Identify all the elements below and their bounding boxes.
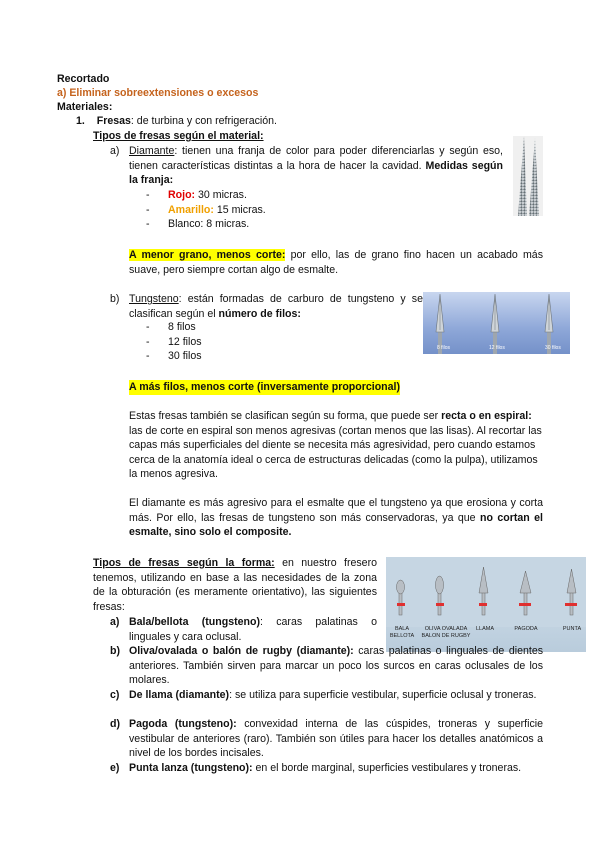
size-list (146, 188, 266, 232)
para2-bold: no cortan el esmalte, sino solo el composite. (129, 511, 543, 539)
forma-item-pagoda: Pagoda (tungsteno): convexidad interna de las cúspides, troneras y superficie vestibular de anteriores (raro). También son útiles para hacer los detalles anatómicos a nivel de los bordes incisales. (129, 718, 543, 760)
para1-text-c: las de corte en espiral son menos agresivas (cortan menos que las lisas). Al recortar las capas más superficiales del diente se necesita más agresividad, pero cuando estamos cerca de la anatomía ideal o cerca de estructuras delicadas (como la pulpa), utilizamos la menos agresiva. (129, 424, 542, 481)
tungsten-label-8: 8 filos (437, 345, 451, 351)
filos-list (146, 320, 202, 364)
diamante-marker: a) (110, 145, 120, 157)
shape-label-pagoda: PAGODA (514, 626, 538, 632)
list-number: 1. (76, 115, 85, 127)
tungsteno-text: : están formadas de carburo de tungsteno y se clasifican según el (129, 293, 423, 320)
forma-marker-c: c) (110, 689, 120, 701)
diamante-bold: Medidas según la franja: (129, 159, 503, 187)
tungsteno-paragraph (129, 292, 423, 321)
forma-paragraph (129, 409, 543, 482)
list-item: - 30 filos (146, 350, 202, 363)
item-fresas (76, 114, 277, 129)
tungsteno-term: Tungsteno (129, 293, 179, 305)
para1-bold: recta o en espiral: (441, 410, 532, 422)
forma-title: Tipos de fresas según la forma: (93, 557, 275, 569)
shape-label-llama: LLAMA (475, 626, 495, 632)
para1-text-a: Estas fresas también se clasifican según su forma, que puede ser (129, 410, 442, 422)
tungsten-bur-image (423, 292, 570, 354)
grain-note (129, 248, 543, 277)
forma-marker-e: e) (110, 762, 120, 774)
tungsten-label-30: 30 filos (545, 345, 561, 351)
forma-item-llama: De llama (diamante): se utiliza para superficie vestibular, superficie oclusal y troneras. (129, 689, 537, 701)
forma-intro-text: en nuestro fresero tenemos, utilizando en base a las necesidades de la zona de la obturación (es meramente orientativo), las siguientes fresas: (93, 557, 377, 613)
shape-label-bala: BALA BELLOTA (389, 626, 415, 639)
grain-highlight: A menor grano, menos corte: (129, 249, 286, 261)
list-item: - 12 filos (146, 335, 202, 348)
size-white-value: Blanco: 8 micras. (168, 218, 250, 231)
forma-marker-b: b) (110, 645, 120, 657)
tungsteno-marker: b) (110, 293, 120, 305)
filos-highlight: A más filos, menos corte (inversamente proporcional) (129, 381, 400, 393)
list-item: - Rojo: 30 micras. (146, 189, 247, 201)
comparison-paragraph (129, 496, 543, 540)
grain-text: por ello, las de grano fino hacen un acabado más suave, pero siempre cortan algo de esmalte. (129, 249, 543, 276)
list-item: - Blanco: 8 micras. (146, 218, 250, 231)
diamante-paragraph (129, 144, 503, 188)
fresas-text: : de turbina y con refrigeración. (130, 115, 277, 127)
size-yellow-label: Amarillo: (168, 203, 214, 216)
forma-item-punta: Punta lanza (tungsteno): en el borde marginal, superficies vestibulares y troneras. (129, 762, 522, 774)
size-yellow-value: 15 micras. (213, 203, 266, 216)
tungsteno-bold: número de filos: (218, 307, 301, 320)
size-red-value: 30 micras. (195, 189, 247, 201)
diamond-bur-image (513, 136, 543, 216)
bur-shapes-image (386, 557, 586, 652)
diamante-term: Diamante (129, 145, 175, 157)
diamante-text: : tienen una franja de color para poder diferenciarlas y según eso, tienen características distintas a la hora de hacer la cavidad. (129, 145, 503, 172)
list-item: - Amarillo: 15 micras. (146, 203, 266, 216)
shape-label-oliva: OLIVA OVALADA BALON DE RUGBY (421, 626, 471, 639)
list-item: - 8 filos (146, 321, 196, 333)
forma-intro (93, 556, 377, 614)
material-types-title: Tipos de fresas según el material: (93, 130, 264, 142)
tungsten-label-12: 12 filos (489, 345, 505, 351)
materials-label: Materiales: (57, 101, 113, 113)
section-title: Recortado (57, 73, 110, 85)
forma-item-oliva: Oliva/ovalada o balón de rugby (diamante): caras palatinas o linguales de dientes anteriores. También sirven para marcar un poco los surcos en caras oclusales de los molares. (129, 645, 544, 687)
size-red-label: Rojo: (168, 189, 196, 201)
forma-item-bala: Bala/bellota (tungsteno): caras palatinas o linguales y cara oclusal. (129, 616, 377, 643)
fresas-label: Fresas (96, 115, 131, 127)
section-subtitle: a) Eliminar sobreextensiones o excesos (57, 87, 259, 99)
shape-label-punta: PUNTA (562, 626, 582, 632)
para2-text-a: El diamante es más agresivo para el esmalte que el tungsteno ya que erosiona y corta más. Por ello, las fresas de tungsteno son más conservadoras, ya que (129, 497, 543, 524)
forma-marker-a: a) (110, 616, 120, 628)
forma-marker-d: d) (110, 718, 120, 730)
